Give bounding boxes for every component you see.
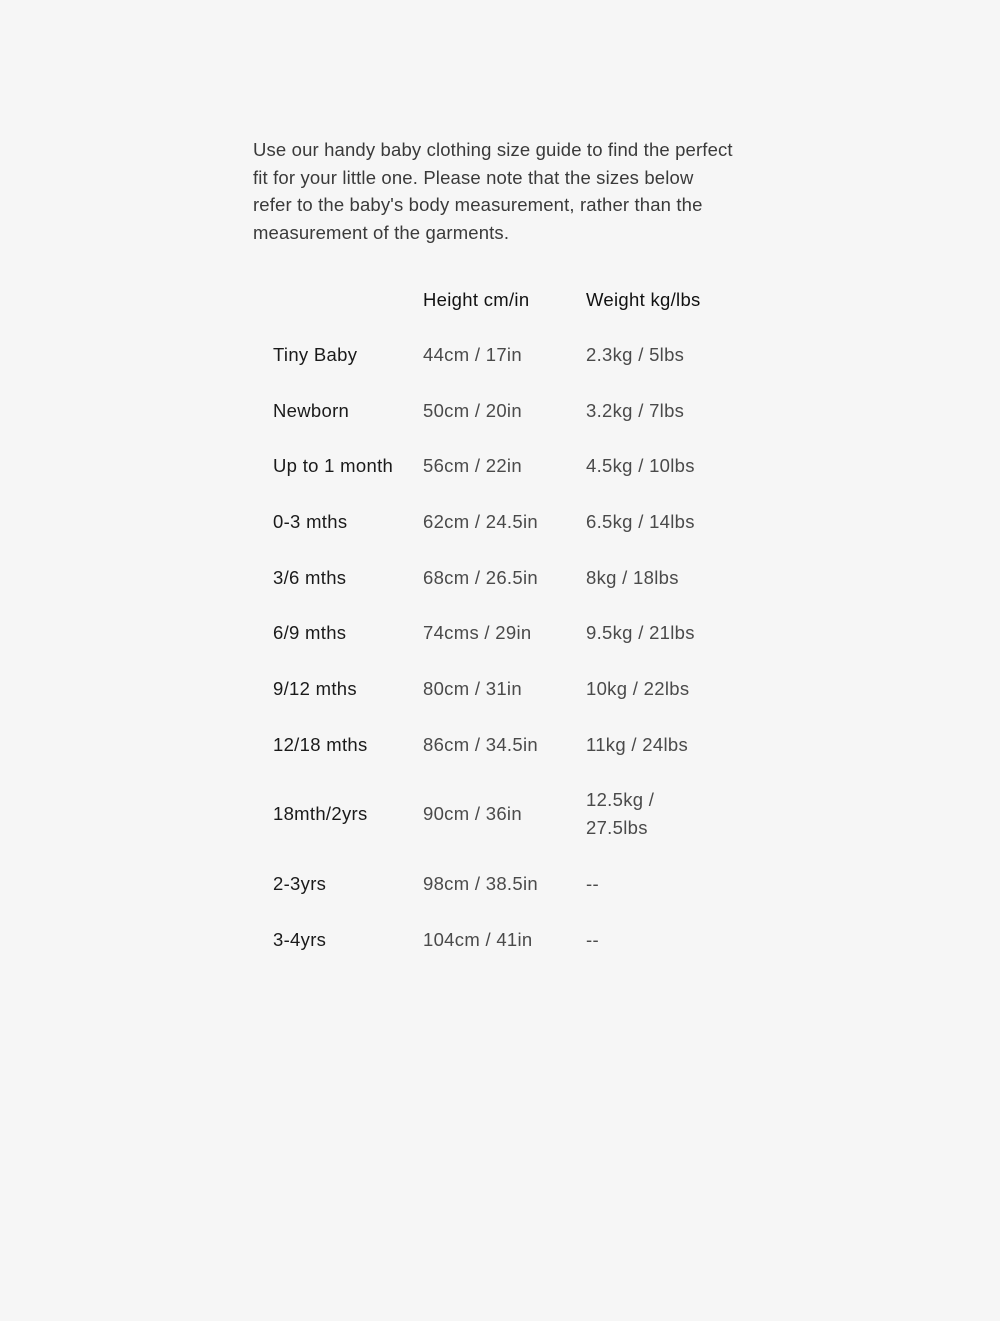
size-guide: [253, 136, 743, 967]
size-label: 0-3 mths: [273, 510, 348, 532]
weight-value: --: [586, 928, 599, 950]
size-label: Tiny Baby: [273, 343, 358, 365]
height-value: 80cm / 31in: [423, 678, 522, 700]
weight-value: 11kg / 24lbs: [586, 733, 688, 755]
size-label: 6/9 mths: [273, 622, 347, 644]
height-value: 86cm / 34.5in: [423, 733, 538, 755]
weight-column-header: Weight kg/lbs: [586, 288, 701, 310]
size-table: [253, 273, 733, 967]
height-value: 90cm / 36in: [423, 803, 522, 825]
height-column-header: Height cm/in: [423, 288, 530, 310]
height-value: 74cms / 29in: [423, 622, 532, 644]
height-value: 44cm / 17in: [423, 343, 522, 365]
size-label: 9/12 mths: [273, 678, 357, 700]
height-value: 50cm / 20in: [423, 399, 522, 421]
table-row: [253, 856, 733, 912]
weight-value: 3.2kg / 7lbs: [586, 399, 685, 421]
size-label: 18mth/2yrs: [273, 803, 368, 825]
size-column-header: [253, 273, 423, 327]
table-row: [253, 383, 733, 439]
height-value: 104cm / 41in: [423, 928, 533, 950]
table-row: [253, 494, 733, 550]
table-row: [253, 772, 733, 855]
size-label: 2-3yrs: [273, 872, 327, 894]
size-label: Up to 1 month: [273, 455, 394, 477]
height-value: 68cm / 26.5in: [423, 566, 538, 588]
table-row: [253, 912, 733, 968]
weight-value: 4.5kg / 10lbs: [586, 455, 695, 477]
table-row: [253, 438, 733, 494]
intro-text: Use our handy baby clothing size guide to find the perfect fit for your little one. Please note that the sizes below refer to the baby's body measurement, rather than the measurement of the garments.: [253, 139, 733, 244]
table-row: [253, 717, 733, 773]
size-label: 3/6 mths: [273, 566, 347, 588]
weight-value: 8kg / 18lbs: [586, 566, 679, 588]
weight-value: 12.5kg / 27.5lbs: [586, 789, 655, 839]
weight-value: 9.5kg / 21lbs: [586, 622, 695, 644]
table-row: [253, 605, 733, 661]
weight-value: 10kg / 22lbs: [586, 678, 690, 700]
weight-value: 2.3kg / 5lbs: [586, 343, 685, 365]
table-header-row: [253, 273, 733, 327]
weight-value: --: [586, 872, 599, 894]
height-value: 56cm / 22in: [423, 455, 522, 477]
weight-value: 6.5kg / 14lbs: [586, 510, 695, 532]
size-label: Newborn: [273, 399, 350, 421]
size-label: 3-4yrs: [273, 928, 327, 950]
height-value: 62cm / 24.5in: [423, 510, 538, 532]
table-row: [253, 327, 733, 383]
height-value: 98cm / 38.5in: [423, 872, 538, 894]
table-row: [253, 661, 733, 717]
table-row: [253, 550, 733, 606]
size-label: 12/18 mths: [273, 733, 368, 755]
